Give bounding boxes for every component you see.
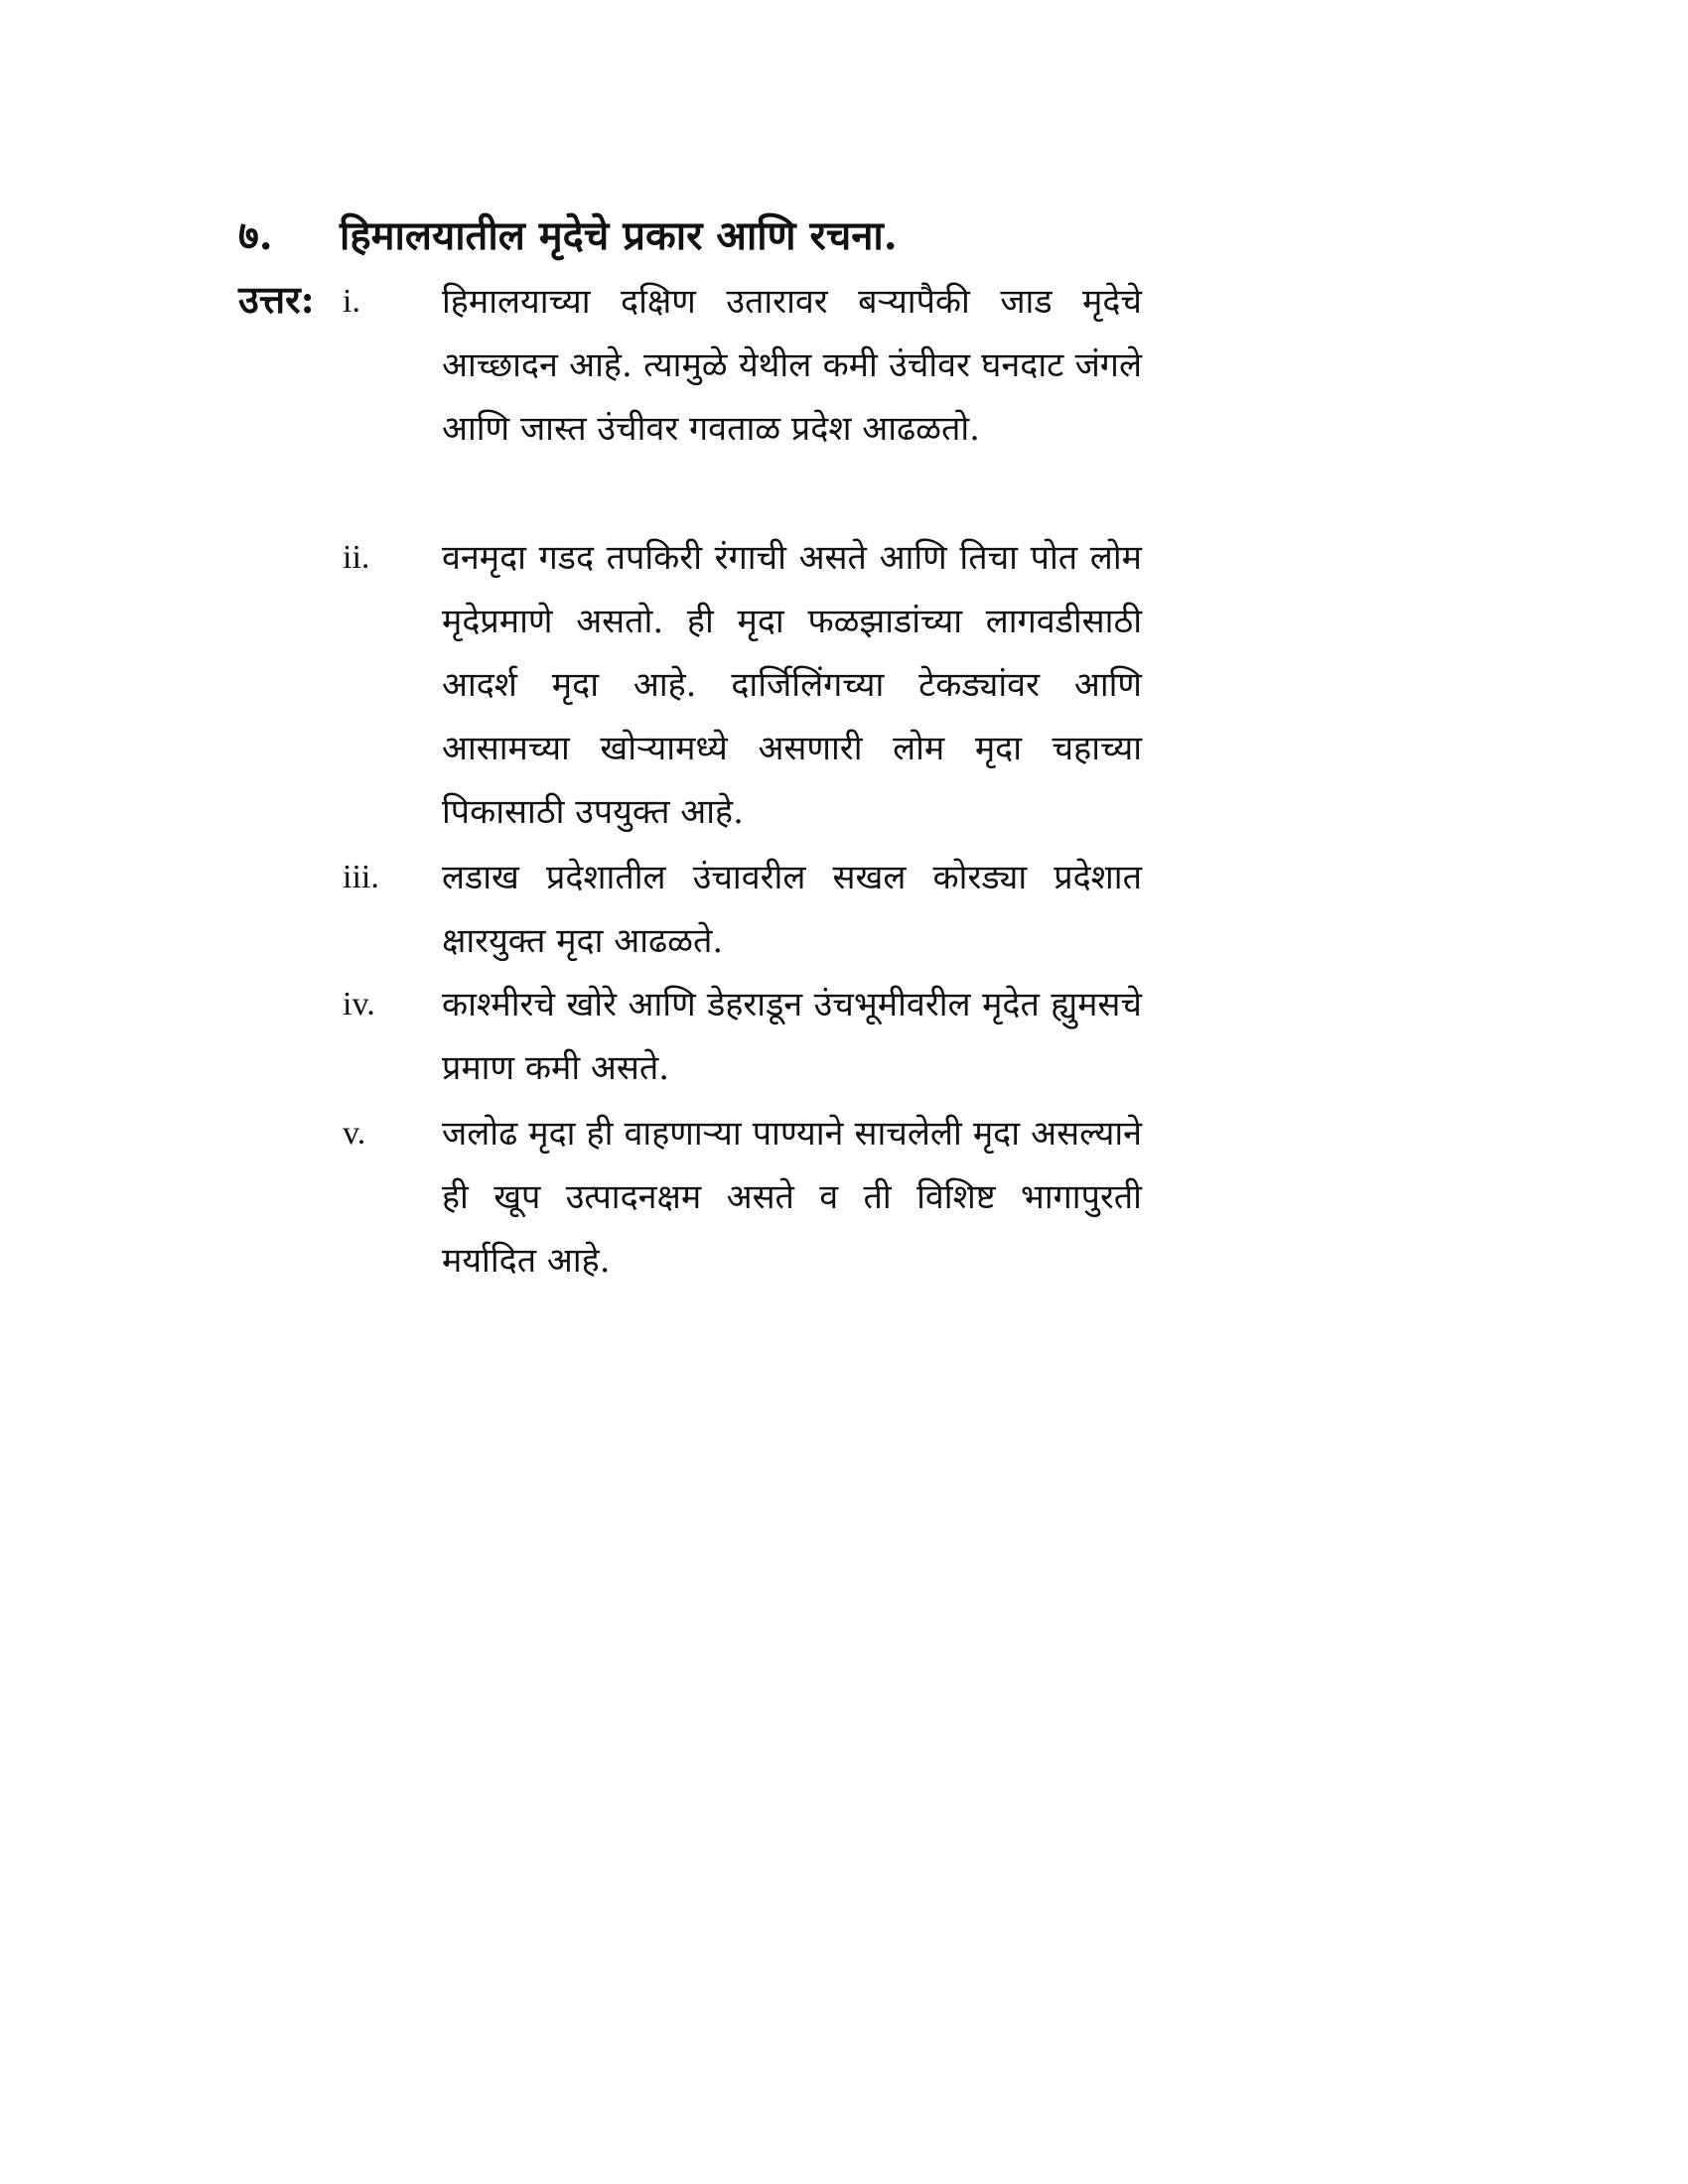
item-marker: iii.: [343, 859, 379, 895]
question-number: ७.: [238, 211, 273, 259]
answer-item: [343, 846, 1157, 973]
item-text: जलोढ मृदा ही वाहणाऱ्या पाण्याने साचलेली मृदा असल्याने ही खूप उत्पादनक्षम असते व ती विशिष्ट भागापुरती मर्यादित आहे.: [442, 1114, 1142, 1281]
item-marker: i.: [343, 283, 360, 320]
answer-item: [343, 1102, 1157, 1293]
item-text: हिमालयाच्या दक्षिण उतारावर बऱ्यापैकी जाड मृदेचे आच्छादन आहे. त्यामुळे येथील कमी उंचीवर घनदाट जंगले आणि जास्त उंचीवर गवताळ प्रदेश आढळतो.: [442, 282, 1142, 449]
item-marker: ii.: [343, 539, 370, 576]
answer-item: [343, 973, 1157, 1100]
question-heading: [238, 204, 1231, 263]
answer-item: [343, 526, 1157, 844]
question-title: हिमालयातील मृदेचे प्रकार आणि रचना.: [340, 211, 898, 259]
answer-label: उत्तर:: [238, 277, 315, 322]
item-text: काश्मीरचे खोरे आणि डेहराडून उंचभूमीवरील मृदेत ह्युमसचे प्रमाण कमी असते.: [442, 985, 1142, 1088]
item-marker: iv.: [343, 986, 375, 1023]
item-text: वनमृदा गडद तपकिरी रंगाची असते आणि तिचा पोत लोम मृदेप्रमाणे असतो. ही मृदा फळझाडांच्या लागवडीसाठी आदर्श मृदा आहे. दार्जिलिंगच्या टेकड्यांवर आणि आसामच्या खोऱ्यामध्ये असणारी लोम मृदा चहाच्या पिकासाठी उपयुक्त आहे.: [442, 538, 1142, 832]
item-text: लडाख प्रदेशातील उंचावरील सखल कोरड्या प्रदेशात क्षारयुक्त मृदा आढळते.: [442, 858, 1142, 961]
answer-item: [343, 270, 1157, 461]
item-marker: v.: [343, 1115, 366, 1152]
